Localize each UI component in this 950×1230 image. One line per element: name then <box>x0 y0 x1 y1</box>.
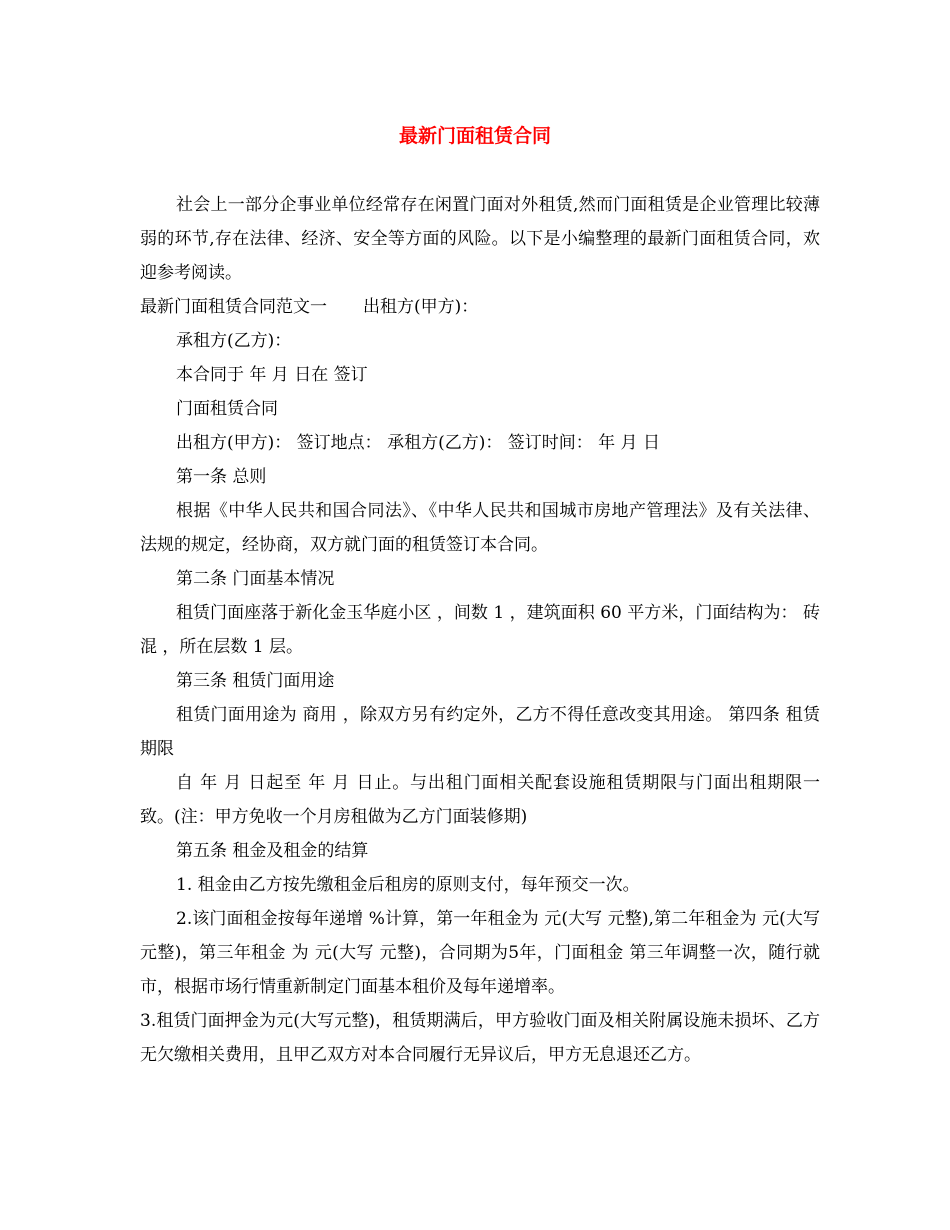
paragraph-article-5-item-1: 1. 租金由乙方按先缴租金后租房的原则支付，每年预交一次。 <box>176 875 640 895</box>
paragraph-lessee: 承租方(乙方)： <box>176 331 292 351</box>
paragraph-article-4-body: 自 年 月 日起至 年 月 日止。与出租门面相关配套设施租赁期限与门面出租期限一致。(注：甲方免收一个月房租做为乙方门面装修期) <box>140 773 820 827</box>
paragraph-intro: 社会上一部分企事业单位经常存在闲置门面对外租赁,然而门面租赁是企业管理比较薄弱的环节,存在法律、经济、安全等方面的风险。以下是小编整理的最新门面租赁合同，欢迎参考阅读。 <box>140 195 820 283</box>
paragraph-article-1-heading: 第一条 总则 <box>176 467 267 487</box>
sample-heading: 最新门面租赁合同范文一 <box>140 297 327 317</box>
paragraph-sample-heading <box>140 290 820 324</box>
paragraph-article-3-heading: 第三条 租赁门面用途 <box>176 671 335 691</box>
paragraph-article-2-heading: 第二条 门面基本情况 <box>176 569 335 589</box>
paragraph-parties-line: 出租方(甲方)： 签订地点： 承租方(乙方)： 签订时间： 年 月 日 <box>176 433 660 453</box>
paragraph-article-5-item-3: 3.租赁门面押金为元(大写元整)，租赁期满后，甲方验收门面及相关附属设施未损坏、乙方无欠缴相关费用，且甲乙双方对本合同履行无异议后，甲方无息退还乙方。 <box>140 1011 820 1065</box>
paragraph-contract-name: 门面租赁合同 <box>176 399 278 419</box>
document-body <box>140 188 820 1072</box>
lessor-label: 出租方(甲方)： <box>363 297 479 317</box>
paragraph-article-3-body: 租赁门面用途为 商用 ，除双方另有约定外，乙方不得任意改变其用途。 第四条 租赁期限 <box>140 705 820 759</box>
paragraph-article-2-body: 租赁门面座落于新化金玉华庭小区 ，间数 1 ，建筑面积 60 平方米，门面结构为： 砖混 ，所在层数 1 层。 <box>140 603 820 657</box>
paragraph-article-5-heading: 第五条 租金及租金的结算 <box>176 841 369 861</box>
document-title: 最新门面租赁合同 <box>398 125 551 147</box>
paragraph-signed-date: 本合同于 年 月 日在 签订 <box>176 365 368 385</box>
paragraph-article-5-item-2: 2.该门面租金按每年递增 %计算，第一年租金为 元(大写 元整),第二年租金为 元(大写 元整)，第三年租金 为 元(大写 元整)，合同期为5年，门面租金 第三年调整一次，随行就市，根据市场行情重新制定门面基本租价及每年递增率。 <box>140 909 820 997</box>
paragraph-article-1-body: 根据《中华人民共和国合同法》、《中华人民共和国城市房地产管理法》及有关法律、法规的规定，经协商，双方就门面的租赁签订本合同。 <box>140 501 820 555</box>
